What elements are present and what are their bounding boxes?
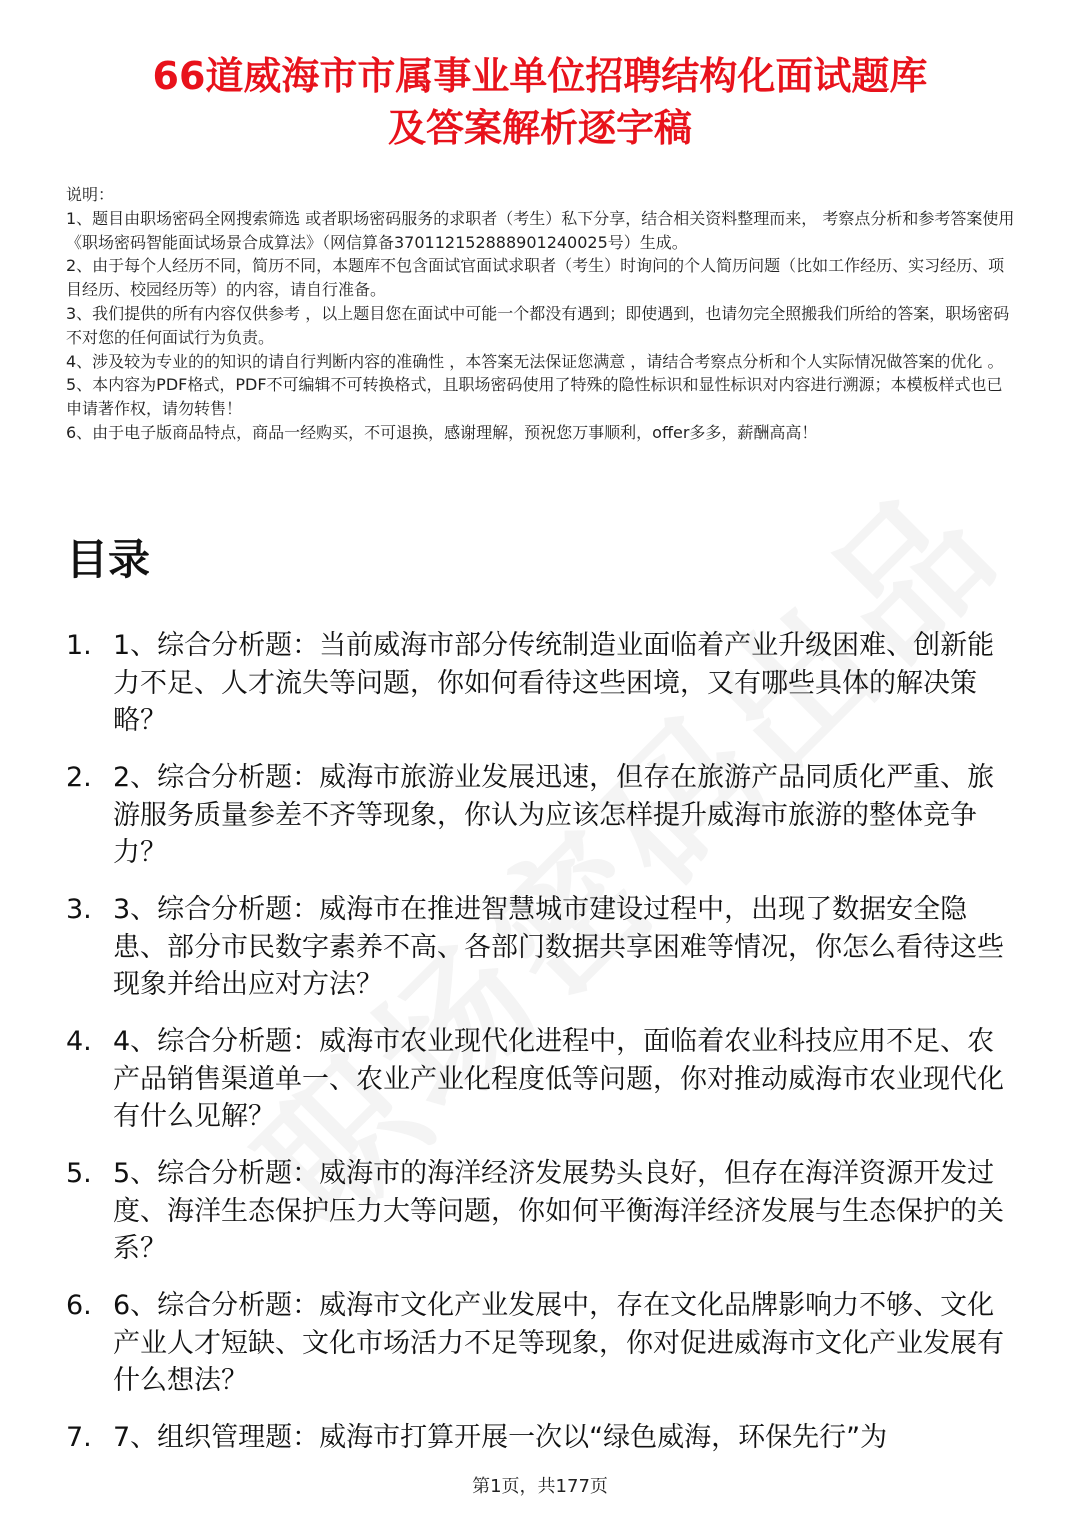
toc-item[interactable] (66, 891, 1021, 1004)
notes-section (66, 183, 1016, 445)
toc-item-text[interactable]: 4、综合分析题：威海市农业现代化进程中，面临着农业科技应用不足、农产品销售渠道单一、农业产业化程度低等问题，你对推动威海市农业现代化有什么见解？ (113, 1026, 1004, 1132)
notes-heading: 说明： (66, 185, 115, 204)
notes-item: 6、由于电子版商品特点，商品一经购买，不可退换，感谢理解，预祝您万事顺利，offer多多，薪酬高高！ (66, 422, 818, 442)
toc-item-text[interactable]: 1、综合分析题：当前威海市部分传统制造业面临着产业升级困难、创新能力不足、人才流失等问题，你如何看待这些困境，又有哪些具体的解决策略？ (113, 630, 995, 736)
toc-item[interactable] (66, 1287, 1021, 1400)
notes-item: 1、题目由职场密码全网搜索筛选 或者职场密码服务的求职者（考生）私下分享，结合相关资料整理而来， 考察点分析和参考答案使用《职场密码智能面试场景合成算法》（网信算备370112152888901240025号）生成。 (66, 208, 1015, 252)
toc-item-text[interactable]: 5、综合分析题：威海市的海洋经济发展势头良好，但存在海洋资源开发过度、海洋生态保护压力大等问题，你如何平衡海洋经济发展与生态保护的关系？ (113, 1158, 1004, 1264)
toc-item[interactable] (66, 759, 1021, 872)
toc-item-number: 3. (66, 894, 92, 925)
toc-item-number: 1. (66, 630, 92, 661)
document-title (40, 50, 1040, 154)
toc-item[interactable] (66, 627, 1021, 740)
notes-item: 3、我们提供的所有内容仅供参考 ，以上题目您在面试中可能一个都没有遇到；即使遇到，也请勿完全照搬我们所给的答案，职场密码不对您的任何面试行为负责。 (66, 303, 1010, 347)
toc-item[interactable] (66, 1155, 1021, 1268)
notes-item: 5、本内容为PDF格式，PDF不可编辑不可转换格式，且职场密码使用了特殊的隐性标识和显性标识对内容进行溯源；本模板样式也已申请著作权，请勿转售！ (66, 375, 1003, 419)
toc-item[interactable] (66, 1419, 1021, 1457)
toc-item[interactable] (66, 1023, 1021, 1136)
toc-item-number: 4. (66, 1026, 92, 1057)
toc-item-text[interactable]: 2、综合分析题：威海市旅游业发展迅速，但存在旅游产品同质化严重、旅游服务质量参差不齐等现象，你认为应该怎样提升威海市旅游的整体竞争力？ (113, 762, 995, 868)
page-footer: 第1页，共177页 (472, 1476, 608, 1497)
toc-item-text[interactable]: 3、综合分析题：威海市在推进智慧城市建设过程中，出现了数据安全隐患、部分市民数字素养不高、各部门数据共享困难等情况，你怎么看待这些现象并给出应对方法？ (113, 894, 1004, 1000)
toc-item-text[interactable]: 6、综合分析题：威海市文化产业发展中，存在文化品牌影响力不够、文化产业人才短缺、文化市场活力不足等现象，你对促进威海市文化产业发展有什么想法？ (113, 1290, 1004, 1396)
title-line-1: 66道威海市市属事业单位招聘结构化面试题库 (152, 54, 928, 98)
toc-item-number: 5. (66, 1158, 92, 1189)
toc-item-number: 7. (66, 1422, 92, 1453)
notes-item: 4、涉及较为专业的的知识的请自行判断内容的准确性 ，本答案无法保证您满意 ，请结合考察点分析和个人实际情况做答案的优化 。 (66, 351, 1004, 371)
title-line-2: 及答案解析逐字稿 (387, 106, 692, 150)
toc-list (66, 627, 1021, 1476)
toc-heading: 目录 (66, 535, 151, 584)
toc-item-number: 6. (66, 1290, 92, 1321)
notes-item: 2、由于每个人经历不同，简历不同，本题库不包含面试官面试求职者（考生）时询问的个人简历问题（比如工作经历、实习经历、项目经历、校园经历等）的内容，请自行准备。 (66, 256, 1005, 300)
toc-item-text[interactable]: 7、组织管理题：威海市打算开展一次以“绿色威海，环保先行”为 (113, 1422, 888, 1453)
toc-item-number: 2. (66, 762, 92, 793)
